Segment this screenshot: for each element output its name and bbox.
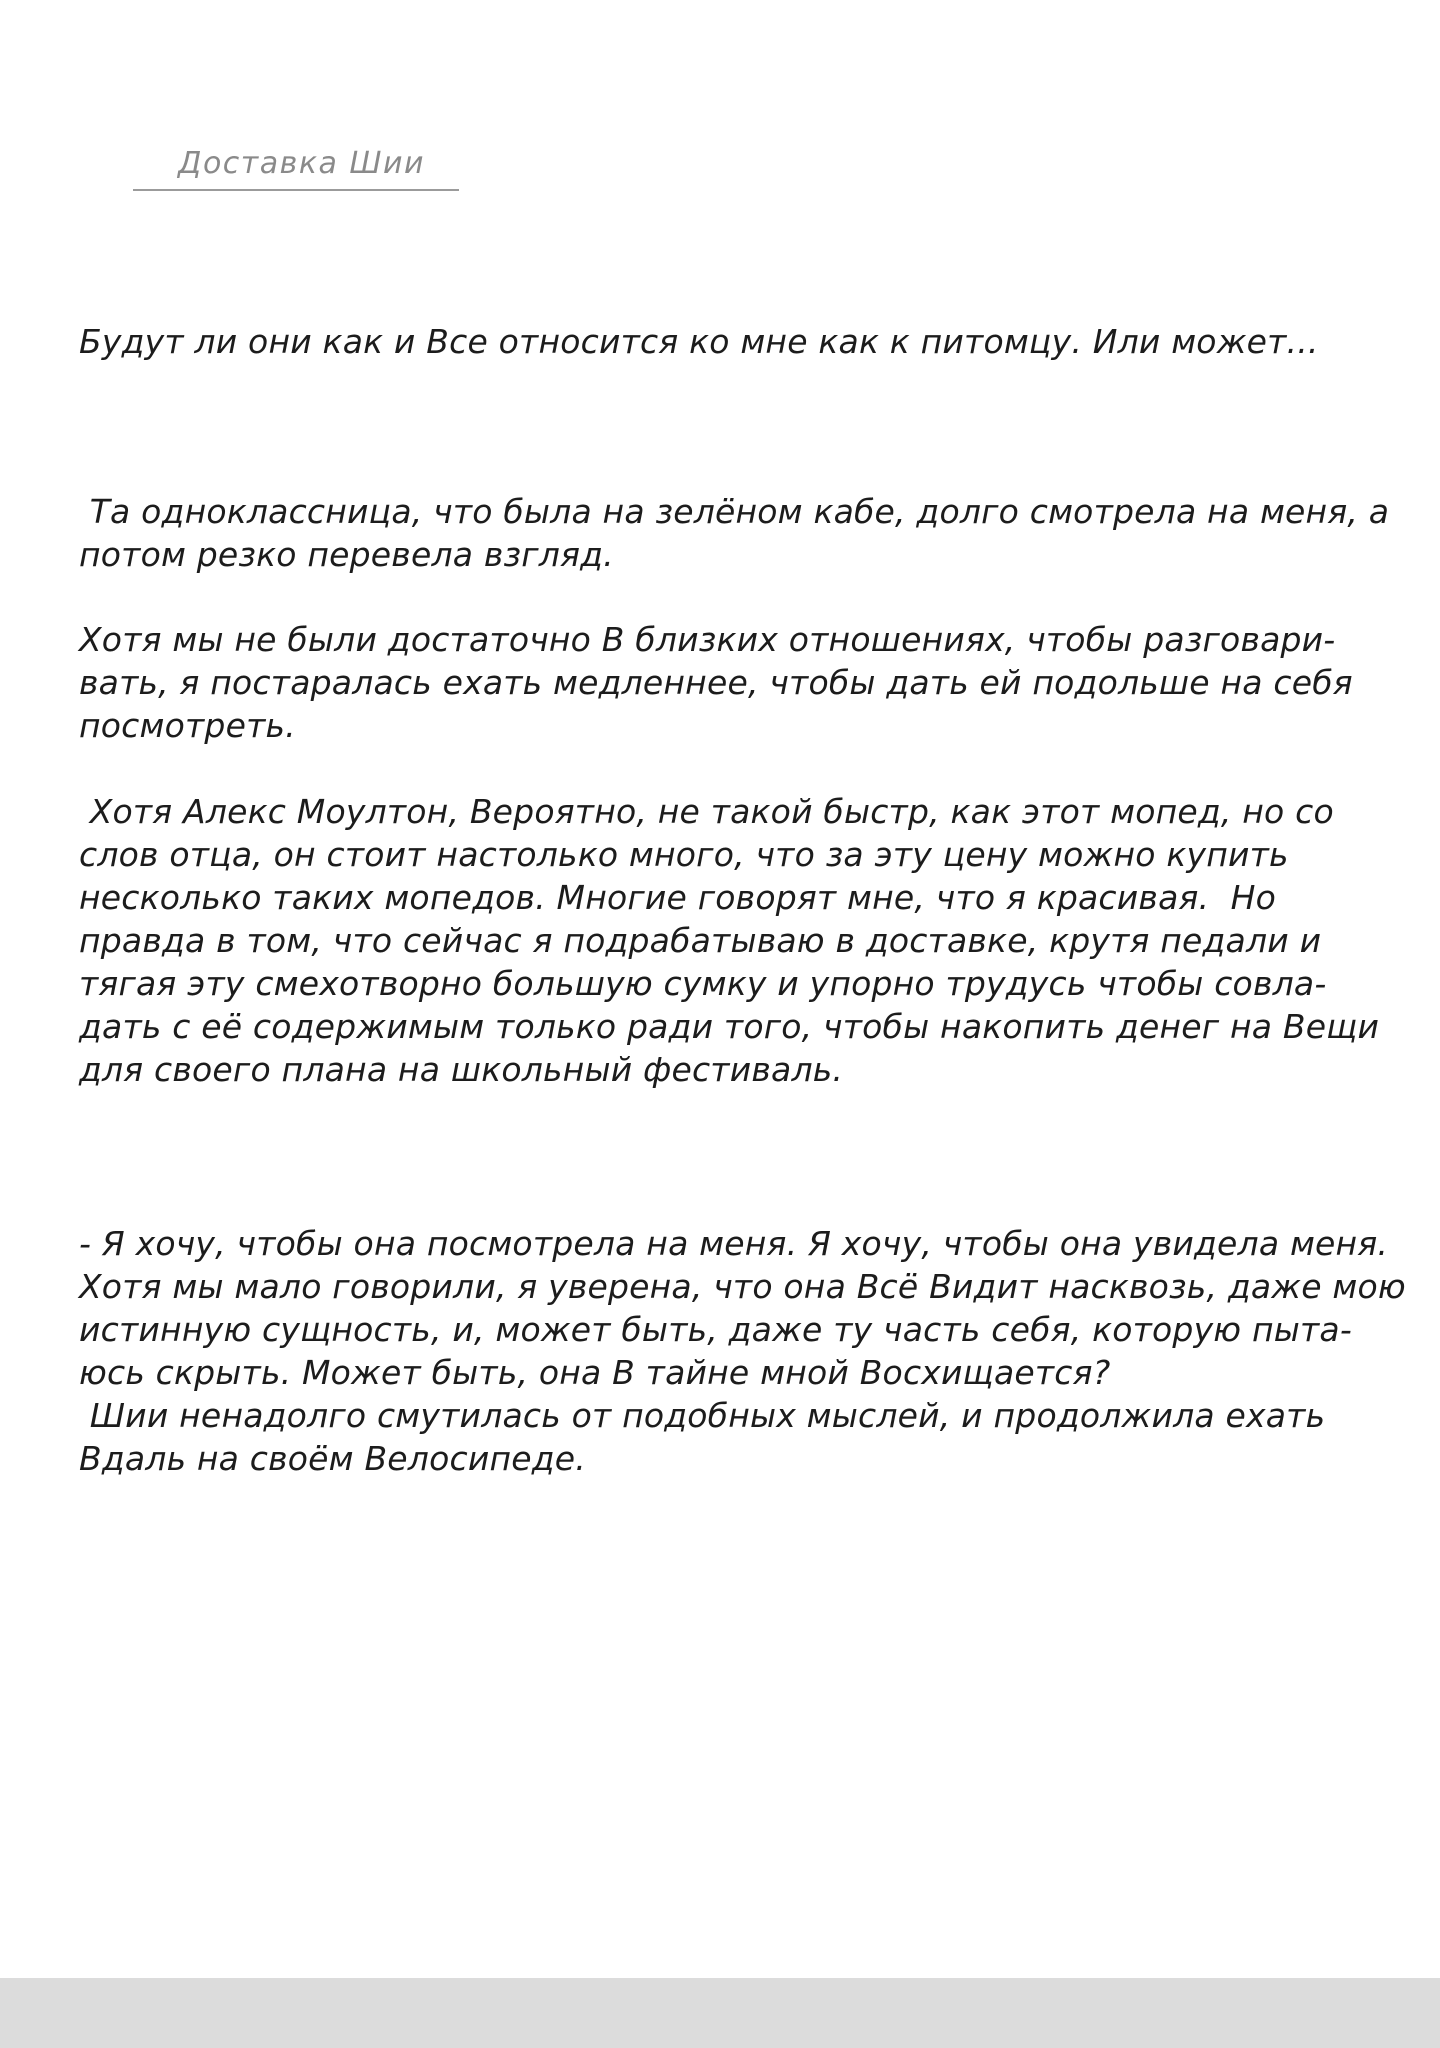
text-line: - Я хочу, чтобы она посмотрела на меня. Я хочу, чтобы она увидела меня. [79,1224,1389,1263]
text-line: Вдаль на своём Велосипеде. [79,1439,586,1478]
paragraph [79,320,1409,363]
footer-bar [0,1978,1440,2048]
text-line: для своего плана на школьный фестиваль. [79,1050,844,1089]
text-line: Хотя мы мало говорили, я уверена, что она Всё Видит насквозь, даже мою [79,1267,1406,1306]
paragraph [79,618,1409,747]
text-line: истинную сущность, и, может быть, даже ту часть себя, которую пыта- [79,1310,1352,1349]
text-line: Шии ненадолго смутилась от подобных мыслей, и продолжила ехать [79,1396,1326,1435]
paragraph [79,490,1409,576]
text-line: слов отца, он стоит настолько много, что за эту цену можно купить [79,835,1289,874]
text-line: вать, я постаралась ехать медленнее, чтобы дать ей подольше на себя [79,663,1353,702]
text-line: Хотя мы не были достаточно В близких отношениях, чтобы разговари- [79,620,1336,659]
page-title: Доставка Шии [178,146,425,181]
text-line: несколько таких мопедов. Многие говорят мне, что я красивая. Но [79,878,1277,917]
text-line: потом резко перевела взгляд. [79,535,614,574]
text-line: юсь скрыть. Может быть, она В тайне мной Восхищается? [79,1353,1111,1392]
text-line: Та одноклассница, что была на зелёном кабе, долго смотрела на меня, а [79,492,1390,531]
text-line: посмотреть. [79,706,296,745]
title-underline [133,189,459,191]
text-line: дать с её содержимым только ради того, чтобы накопить денег на Вещи [79,1007,1380,1046]
paragraph [79,1222,1409,1480]
text-line: правда в том, что сейчас я подрабатываю в доставке, крутя педали и [79,921,1322,960]
document-body [79,320,1409,1480]
text-line: Будут ли они как и Все относится ко мне как к питомцу. Или может... [79,322,1319,361]
text-line: Хотя Алекс Моултон, Вероятно, не такой быстр, как этот мопед, но со [79,792,1334,831]
text-line: тягая эту смехотворно большую сумку и упорно трудусь чтобы совла- [79,964,1327,1003]
paragraph [79,790,1409,1091]
